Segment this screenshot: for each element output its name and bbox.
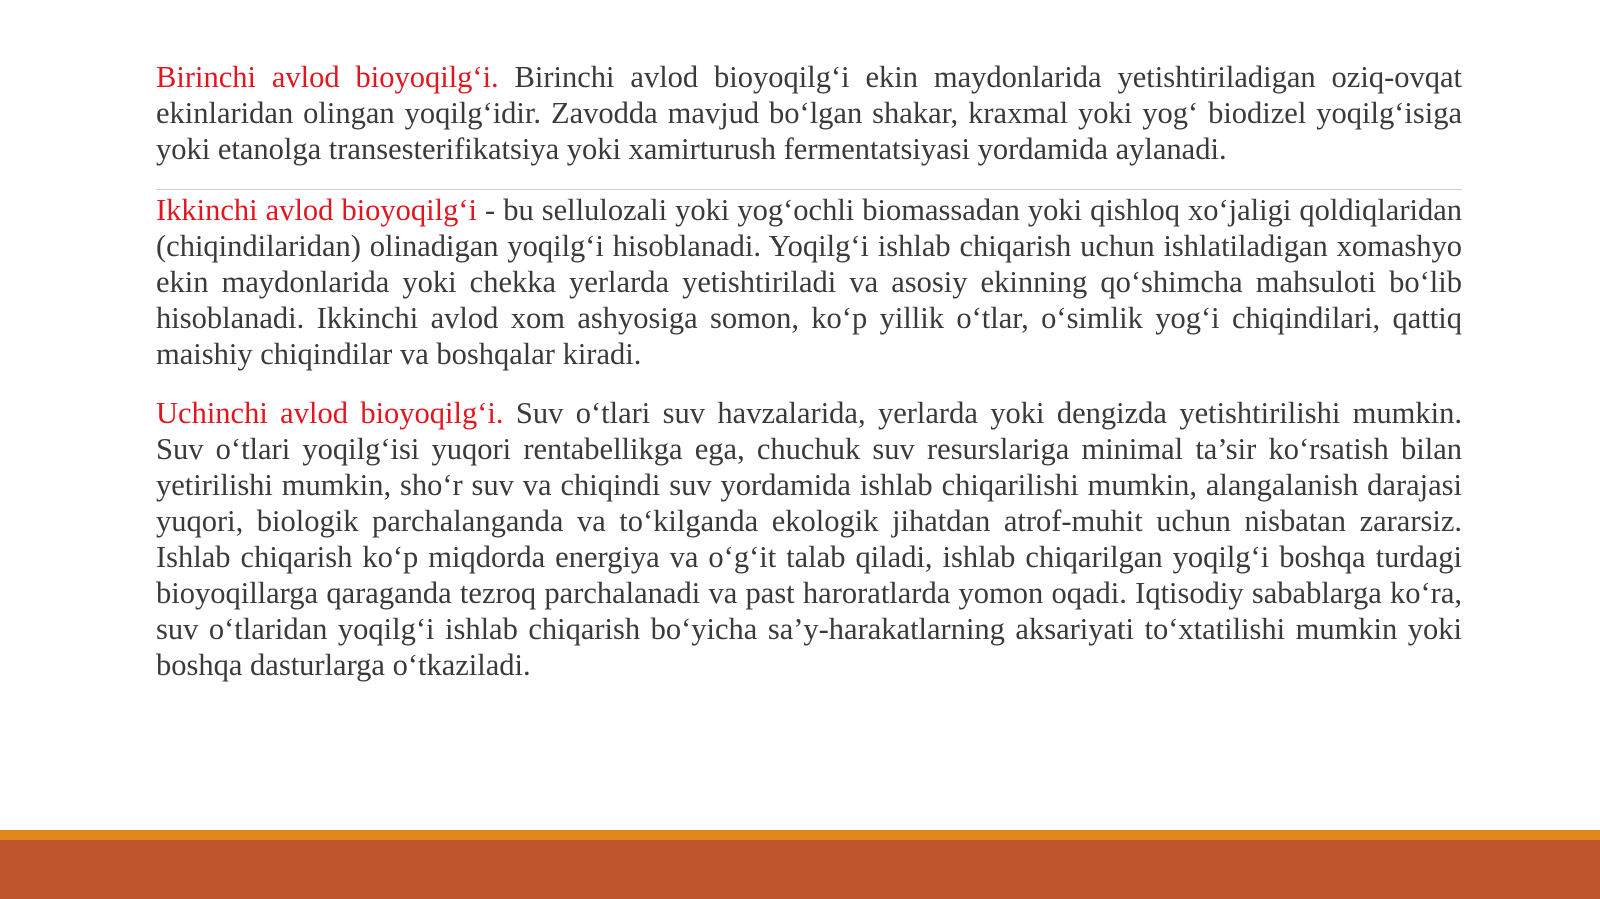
heading-second-generation: Ikkinchi avlod bioyoqilg‘i bbox=[156, 193, 478, 227]
footer-band bbox=[0, 840, 1600, 899]
body-second-generation: - bu sellulozali yoki yog‘ochli biomassadan yoki qishloq xo‘jaligi qoldiqlaridan (chiqindilaridan) olinadigan yoqilg‘i hisoblanadi. Yoqilg‘i ishlab chiqarish uchun ishlatiladigan xomashyo ekin maydonlarida yoki chekka yerlarda yetishtiriladi va asosiy ekinning qo‘shimcha mahsuloti bo‘lib hisoblanadi. Ikkinchi avlod xom ashyosiga somon, ko‘p yillik o‘tlar, o‘simlik yog‘i chiqindilari, qattiq maishiy chiqindilar va boshqalar kiradi. bbox=[156, 193, 1462, 371]
slide-content bbox=[156, 59, 1462, 683]
heading-third-generation: Uchinchi avlod bioyoqilg‘i. bbox=[156, 396, 504, 430]
paragraph-second-generation bbox=[156, 192, 1462, 372]
paragraph-third-generation bbox=[156, 395, 1462, 683]
body-third-generation: Suv o‘tlari suv havzalarida, yerlarda yoki dengizda yetishtirilishi mumkin. Suv o‘tlari yoqilg‘isi yuqori rentabellikga ega, chuchuk suv resurslariga minimal ta’sir ko‘rsatish bilan yetirilishi mumkin, sho‘r suv va chiqindi suv yordamida ishlab chiqarilishi mumkin, alangalanish darajasi yuqori, biologik parchalanganda va to‘kilganda ekologik jihatdan atrof-muhit uchun nisbatan zararsiz. Ishlab chiqarish ko‘p miqdorda energiya va o‘g‘it talab qiladi, ishlab chiqarilgan yoqilg‘i boshqa turdagi bioyoqillarga qaraganda tezroq parchalanadi va past haroratlarda yomon oqadi. Iqtisodiy sabablarga ko‘ra, suv o‘tlaridan yoqilg‘i ishlab chiqarish bo‘yicha sa’y-harakatlarning aksariyati to‘xtatilishi mumkin yoki boshqa dasturlarga o‘tkaziladi. bbox=[156, 396, 1462, 682]
heading-first-generation: Birinchi avlod bioyoqilg‘i. bbox=[156, 60, 499, 94]
footer-accent-bar bbox=[0, 830, 1600, 840]
body-first-generation: Birinchi avlod bioyoqilg‘i ekin maydonlarida yetishtiriladigan oziq-ovqat ekinlaridan olingan yoqilg‘idir. Zavodda mavjud bo‘lgan shakar, kraxmal yoki yog‘ biodizel yoqilg‘isiga yoki etanolga transesterifikatsiya yoki xamirturush fermentatsiyasi yordamida aylanadi. bbox=[156, 60, 1462, 166]
divider-line bbox=[156, 189, 1462, 190]
paragraph-first-generation bbox=[156, 59, 1462, 167]
